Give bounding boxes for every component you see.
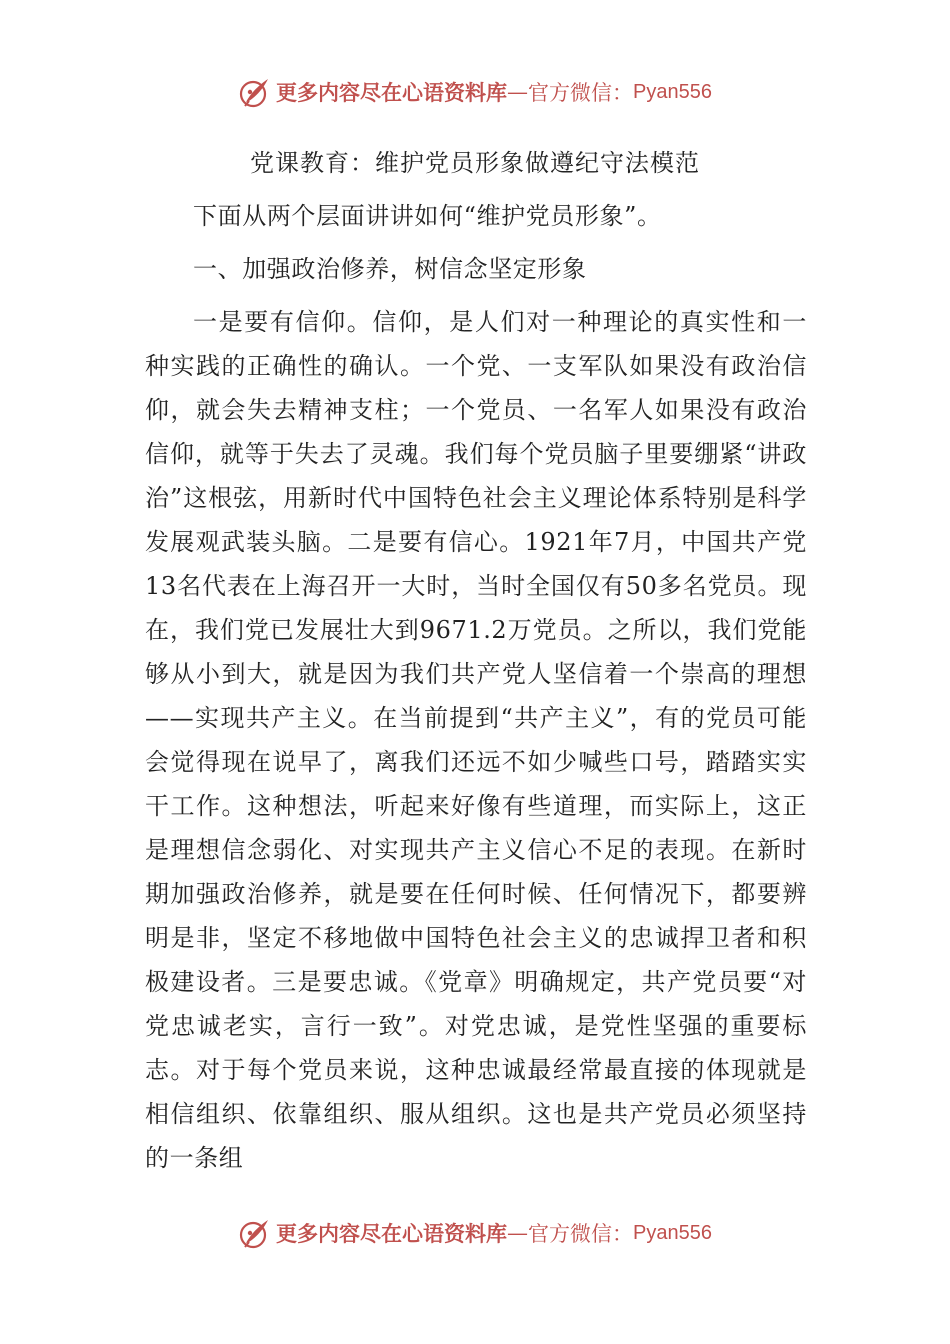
quill-ink-logo-icon [238, 75, 272, 109]
intro-paragraph: 下面从两个层面讲讲如何“维护党员形象”。 [193, 202, 662, 230]
watermark-text: 更多内容尽在心语资料库 [276, 80, 508, 105]
header-watermark [0, 72, 950, 112]
watermark-wechat-id: Pyan556 [633, 1221, 712, 1244]
section-heading: 一、加强政治修养，树信念坚定形象 [193, 255, 587, 283]
quill-ink-logo-icon [238, 1216, 272, 1250]
body-paragraph: 一是要有信仰。信仰，是人们对一种理论的真实性和一种实践的正确性的确认。一个党、一支军队如果没有政治信仰，就会失去精神支柱；一个党员、一名军人如果没有政治信仰，就等于失去了灵魂。我们每个党员脑子里要绷紧“讲政治”这根弦，用新时代中国特色社会主义理论体系特别是科学发展观武装头脑。二是要有信心。1921年7月，中国共产党13名代表在上海召开一大时，当时全国仅有50多名党员。现在，我们党已发展壮大到9671.2万党员。之所以，我们党能够从小到大，就是因为我们共产党人坚信着一个崇高的理想——实现共产主义。在当前提到“共产主义”，有的党员可能会觉得现在说早了，离我们还远不如少喊些口号，踏踏实实干工作。这种想法，听起来好像有些道理，而实际上，这正是理想信念弱化、对实现共产主义信心不足的表现。在新时期加强政治修养，就是要在任何时候、任何情况下，都要辨明是非，坚定不移地做中国特色社会主义的忠诚捍卫者和积极建设者。三是要忠诚。《党章》明确规定，共产党员要“对党忠诚老实，言行一致”。对党忠诚，是党性坚强的重要标志。对于每个党员来说，这种忠诚最经常最直接的体现就是相信组织、依靠组织、服从组织。这也是共产党员必须坚持的一条组 [145, 308, 807, 1172]
document-title: 党课教育：维护党员形象做遵纪守法模范 [250, 149, 700, 177]
watermark-wechat-id: Pyan556 [633, 80, 712, 103]
watermark-wechat-label: 官方微信： [528, 1222, 634, 1246]
watermark-separator: — [507, 1221, 529, 1245]
watermark-wechat-label: 官方微信： [528, 81, 634, 105]
watermark-text: 更多内容尽在心语资料库 [276, 1221, 508, 1246]
watermark-separator: — [507, 80, 529, 104]
footer-watermark [0, 1213, 950, 1253]
